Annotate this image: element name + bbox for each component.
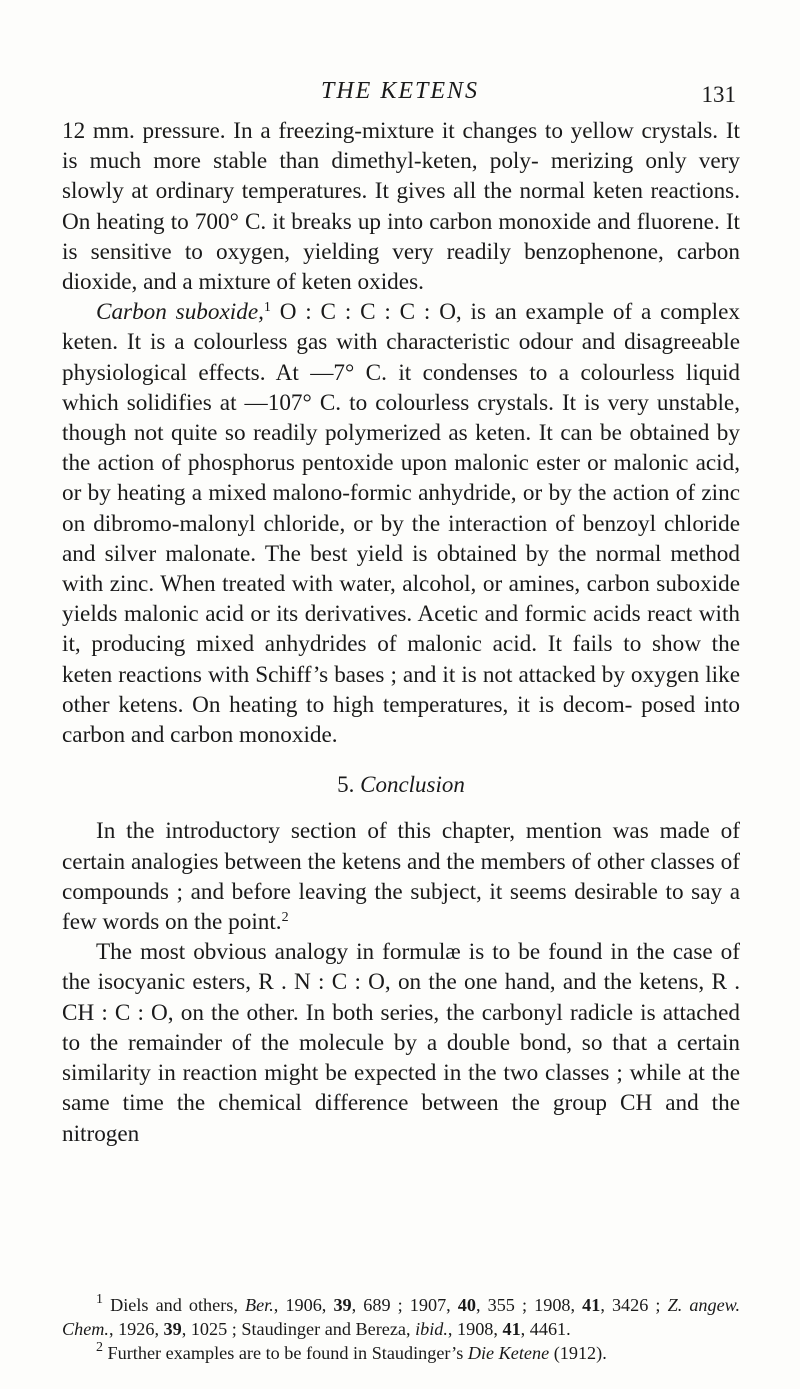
page-number: 131 — [701, 82, 736, 107]
footnote-1-journal-ber: Ber. — [245, 1295, 274, 1315]
footnote-1-text-b: , 1906, — [273, 1295, 334, 1315]
running-header — [0, 78, 800, 110]
footnote-1-volume-5: 41 — [502, 1319, 521, 1339]
section-title: Conclusion — [360, 772, 465, 798]
section-heading — [62, 770, 740, 800]
footnote-ref-2: 2 — [281, 910, 289, 926]
paragraph-introductory-text: In the introductory section of this chapter, mention was made of certain analogies between the ketens and the members of other classes of compounds ; and before leaving the subject, it seems desirable to say a few words on the point. — [62, 818, 740, 936]
footnote-2-text-a: Further examples are to be found in Staudinger’s — [103, 1343, 468, 1363]
footnote-1-volume-3: 41 — [582, 1295, 601, 1315]
footnote-1-text-c: , 689 ; 1907, — [351, 1295, 458, 1315]
section-number: 5. — [337, 772, 355, 798]
footnote-2-book-title: Die Ketene — [467, 1343, 550, 1363]
body-text — [62, 116, 740, 1149]
paragraph-introductory — [62, 816, 740, 937]
footnote-1-text-f: , 1926, — [108, 1319, 164, 1339]
footnotes — [62, 1293, 740, 1365]
footnote-ref-1: 1 — [263, 300, 271, 316]
paragraph-carbon-suboxide — [62, 297, 740, 750]
paragraph-1: 12 mm. pressure. In a freezing-mixture it changes to yellow crystals. It is much more stable than dimethyl-keten, poly- merizing only very slowly at ordinary temperatures. It gives all the normal keten reactions. On heating to 700° C. it breaks up into carbon monoxide and fluorene. It is sensitive to oxygen, yielding very readily benzophenone, carbon dioxide, and a mixture of keten oxides. — [62, 118, 740, 296]
footnote-1-text-i: , 4461. — [520, 1319, 571, 1339]
footnote-1-text-e: , 3426 ; — [600, 1295, 668, 1315]
footnote-1-volume-4: 39 — [163, 1319, 182, 1339]
footnote-1-volume-1: 39 — [333, 1295, 352, 1315]
footnote-2 — [62, 1341, 740, 1365]
paragraph-analogy: The most obvious analogy in formulæ is to be found in the case of the isocyanic esters, R . N : C : O, on the one hand, and the ketens, R . CH : C : O, on the other. In both series, the carbonyl radicle is attached to the remainder of the molecule by a double bond, so that a certain similarity in reaction might be expected in the two classes ; while at the same time the chemical difference between the group CH and the nitrogen — [62, 939, 740, 1147]
footnote-1-text-h: , 1908, — [447, 1319, 503, 1339]
footnote-1-journal-z: Z. angew. Chem. — [62, 1295, 741, 1339]
footnote-1-text-g: , 1025 ; Staudinger and Bereza, — [181, 1319, 416, 1339]
term-carbon-suboxide: Carbon suboxide, — [96, 299, 264, 326]
running-title: THE KETENS — [320, 78, 480, 104]
footnote-2-text-b: (1912). — [549, 1343, 607, 1363]
footnote-1-ibid: ibid. — [415, 1319, 448, 1339]
footnote-1-text-d: , 355 ; 1908, — [475, 1295, 583, 1315]
footnote-1-volume-2: 40 — [457, 1295, 476, 1315]
footnote-2-marker: 2 — [96, 1340, 103, 1355]
footnote-1 — [62, 1293, 740, 1341]
footnote-1-text-a: Diels and others, — [103, 1295, 245, 1315]
paragraph-carbon-suboxide-text: O : C : C : C : O, is an example of a complex keten. It is a colourless gas with characteristic odour and disagreeable physiological effects. At —7° C. it condenses to a colourless liquid which solidifies at —107° C. to colourless crystals. It is very unstable, though not quite so readily polymerized as keten. It can be obtained by the action of phosphorus pentoxide upon malonic ester or malonic acid, or by heating a mixed malono-formic anhydride, or by the action of zinc on dibromo-malonyl chloride, or by the interaction of benzoyl chloride and silver malonate. The best yield is obtained by the normal method with zinc. When treated with water, alcohol, or amines, carbon suboxide yields malonic acid or its derivatives. Acetic and formic acids react with it, producing mixed anhydrides of malonic acid. It fails to show the keten reactions with Schiff’s bases ; and it is not attacked by oxygen like other ketens. On heating to high temperatures, it is decom- posed into carbon and carbon monoxide. — [62, 299, 740, 749]
footnote-1-marker: 1 — [96, 1292, 103, 1307]
